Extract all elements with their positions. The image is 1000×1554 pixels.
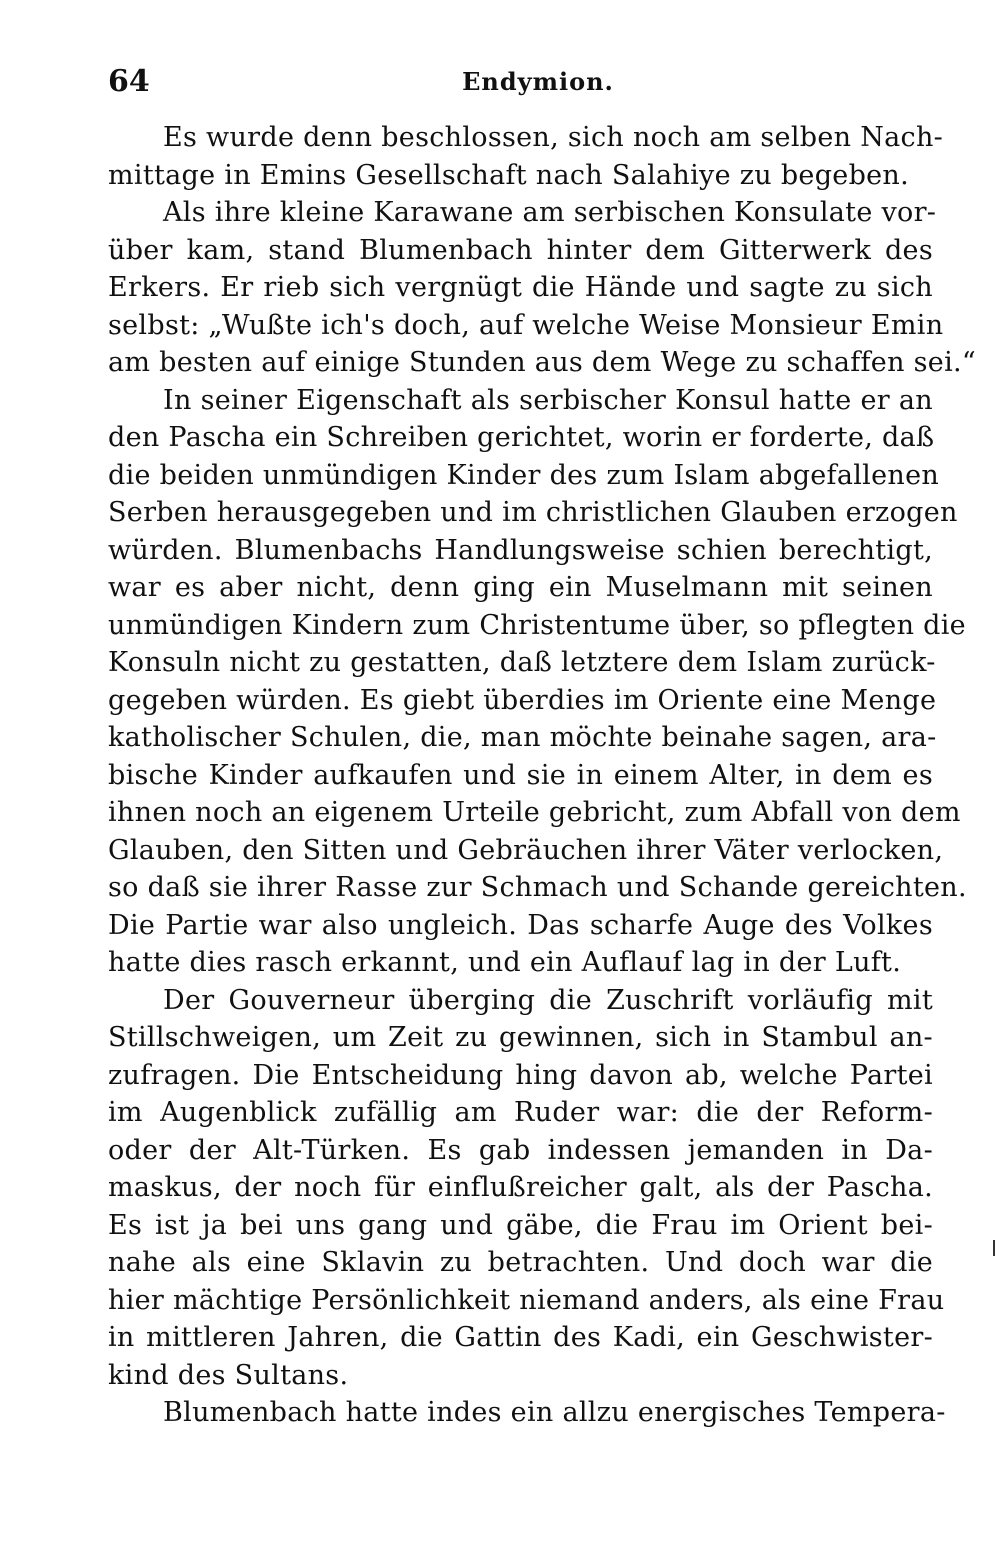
text-line: in mittleren Jahren, die Gattin des Kadi, ein Geschwister- [108,1322,933,1353]
text-line: Als ihre kleine Karawane am serbischen Konsulate vor- [163,197,937,228]
body-text [108,119,977,1432]
text-line: bische Kinder aufkaufen und sie in einem Alter, in dem es [108,759,933,791]
text-line: Erkers. Er rieb sich vergnügt die Hände und sagte zu sich [108,272,933,303]
text-line: Konsuln nicht zu gestatten, daß letztere dem Islam zurück- [108,647,936,678]
text-line: den Pascha ein Schreiben gerichtet, worin er forderte, daß [108,422,935,453]
text-line: ihnen noch an eigenem Urteile gebricht, zum Abfall von dem [108,797,961,828]
text-line: zufragen. Die Entscheidung hing davon ab, welche Partei [108,1059,933,1091]
page-header [108,60,933,104]
text-line: über kam, stand Blumenbach hinter dem Gitterwerk des [108,234,933,266]
text-line: Es wurde denn beschlossen, sich noch am selben Nach- [163,122,944,153]
text-line: Blumenbach hatte indes ein allzu energisches Tempera- [163,1397,946,1428]
text-line: war es aber nicht, denn ging ein Muselmann mit seinen [108,572,933,603]
text-line: Glauben, den Sitten und Gebräuchen ihrer Väter verlocken, [108,834,944,866]
text-line: die beiden unmündigen Kinder des zum Islam abgefallenen [108,459,940,491]
text-line: nahe als eine Sklavin zu betrachten. Und doch war die [108,1247,933,1278]
running-title: Endymion. [462,67,614,96]
text-line: würden. Blumenbachs Handlungsweise schien berechtigt, [108,534,933,566]
text-line: so daß sie ihrer Rasse zur Schmach und Schande gereichten. [108,872,967,903]
text-line: Der Gouverneur überging die Zuschrift vorläufig mit [163,984,933,1016]
text-line: mittage in Emins Gesellschaft nach Salahiye zu begeben. [108,159,910,191]
text-line: Es ist ja bei uns gang und gäbe, die Frau im Orient bei- [108,1209,933,1241]
text-line: selbst: „Wußte ich's doch, auf welche Weise Monsieur Emin [108,309,944,341]
text-line: In seiner Eigenschaft als serbischer Konsul hatte er an [163,384,933,416]
text-line: hier mächtige Persönlichkeit niemand anders, als eine Frau [108,1284,945,1316]
text-line: katholischer Schulen, die, man möchte beinahe sagen, ara- [108,722,937,753]
text-line: maskus, der noch für einflußreicher galt, als der Pascha. [108,1172,933,1203]
margin-mark [993,1240,995,1256]
page-number: 64 [108,64,150,99]
text-line: oder der Alt-Türken. Es gab indessen jemanden in Da- [108,1134,933,1166]
text-line: Serben herausgegeben und im christlichen Glauben erzogen [108,497,958,528]
text-line: Stillschweigen, um Zeit zu gewinnen, sich in Stambul an- [108,1022,933,1053]
text-line: kind des Sultans. [108,1359,349,1391]
text-line: gegeben würden. Es giebt überdies im Oriente eine Menge [108,684,937,716]
text-line: im Augenblick zufällig am Ruder war: die der Reform- [108,1097,933,1128]
text-line: Die Partie war also ungleich. Das scharfe Auge des Volkes [108,909,933,941]
text-line: unmündigen Kindern zum Christentume über, so pflegten die [108,609,966,641]
text-line: am besten auf einige Stunden aus dem Wege zu schaffen sei.“ [108,347,977,378]
text-line: hatte dies rasch erkannt, und ein Auflauf lag in der Luft. [108,947,902,978]
